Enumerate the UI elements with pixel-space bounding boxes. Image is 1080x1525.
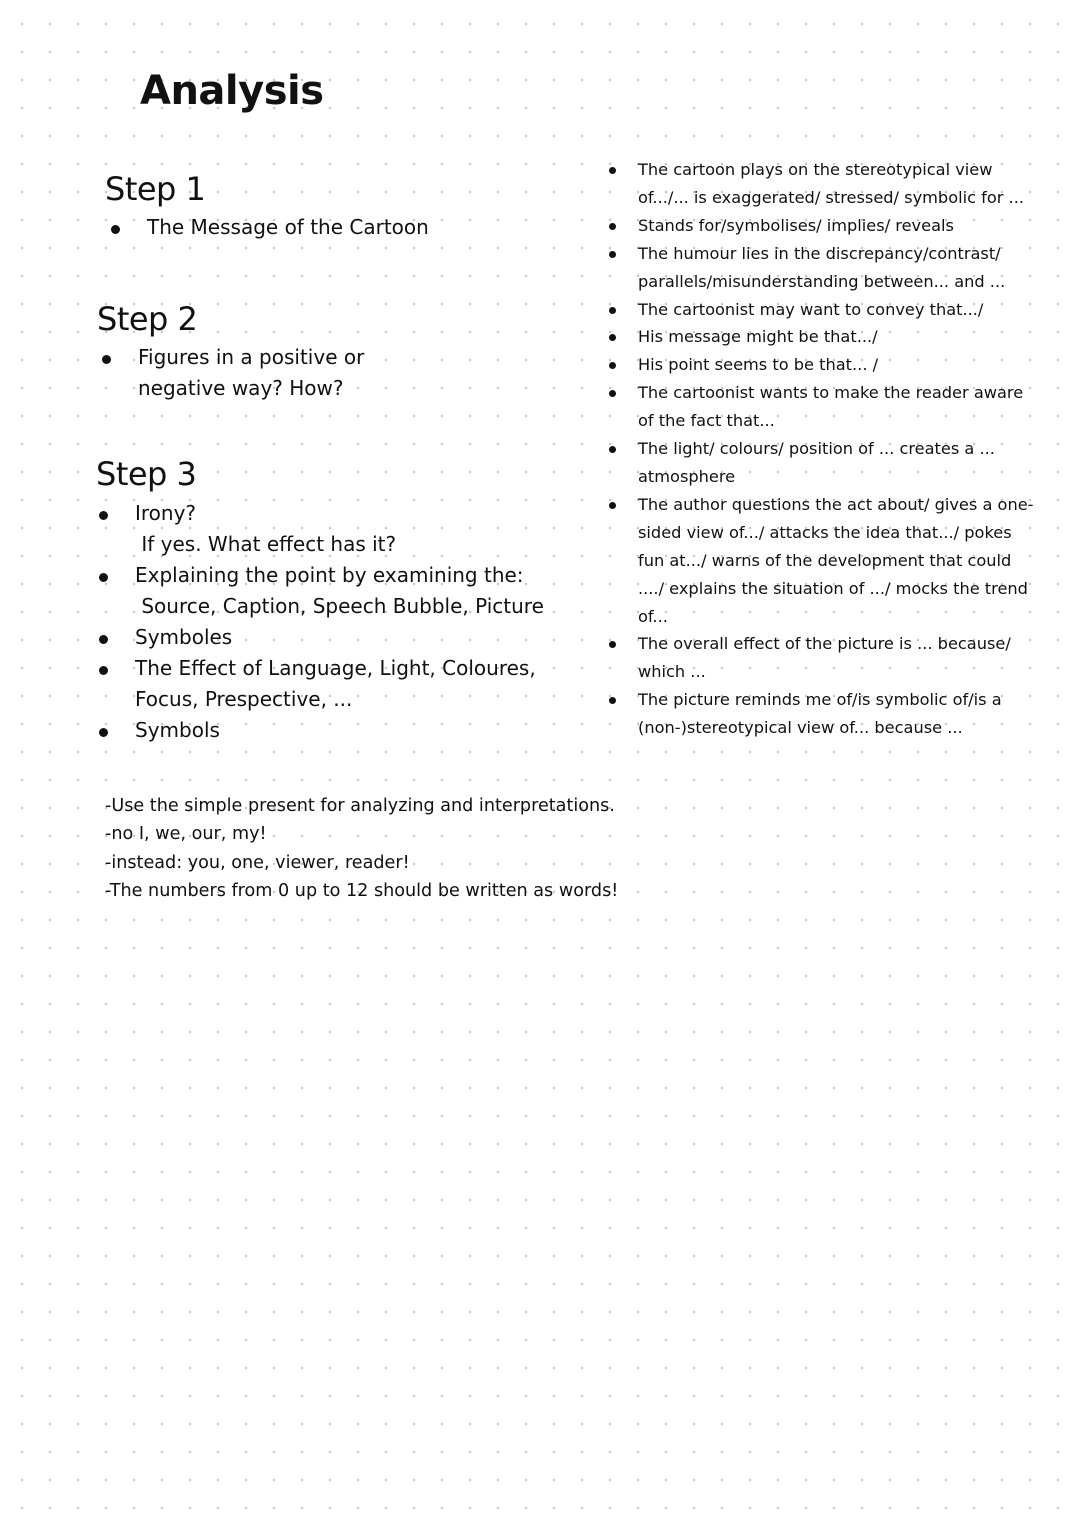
step-3-heading: Step 3 bbox=[96, 455, 197, 493]
list-item: The Message of the Cartoon bbox=[143, 212, 429, 243]
bullet-icon bbox=[609, 334, 616, 341]
bullet-icon bbox=[609, 641, 616, 648]
bullet-icon bbox=[609, 307, 616, 314]
bullet-icon bbox=[99, 728, 108, 737]
list-item: His point seems to be that... / bbox=[638, 351, 1038, 379]
step-2-list bbox=[134, 342, 364, 404]
bullet-icon bbox=[609, 446, 616, 453]
step-1-heading: Step 1 bbox=[105, 170, 206, 208]
list-item: Irony? If yes. What effect has it? bbox=[131, 498, 544, 560]
list-item: The humour lies in the discrepancy/contrast/ parallels/misunderstanding between... and ... bbox=[638, 240, 1038, 296]
list-item: The author questions the act about/ gives a one-sided view of.../ attacks the idea that.../ pokes fun at.../ warns of the development that could ..../ explains the situation of .../ mocks the trend of... bbox=[638, 491, 1038, 631]
bullet-icon bbox=[99, 666, 108, 675]
bullet-icon bbox=[609, 167, 616, 174]
bullet-icon bbox=[609, 223, 616, 230]
bullet-icon bbox=[609, 697, 616, 704]
bullet-icon bbox=[111, 225, 120, 234]
bullet-icon bbox=[609, 502, 616, 509]
list-item: The cartoonist may want to convey that.../ bbox=[638, 296, 1038, 324]
list-item: The cartoon plays on the stereotypical view of.../... is exaggerated/ stressed/ symbolic for ... bbox=[638, 156, 1038, 212]
note-line: -Use the simple present for analyzing and interpretations. bbox=[105, 796, 615, 816]
list-item: The Effect of Language, Light, Coloures, Focus, Prespective, ... bbox=[131, 653, 544, 715]
bullet-icon bbox=[609, 362, 616, 369]
list-item: The cartoonist wants to make the reader aware of the fact that... bbox=[638, 379, 1038, 435]
notes-list bbox=[105, 792, 618, 905]
list-item: His message might be that.../ bbox=[638, 323, 1038, 351]
list-item: Figures in a positive or negative way? How? bbox=[134, 342, 364, 404]
list-item: Explaining the point by examining the: Source, Caption, Speech Bubble, Picture bbox=[131, 560, 544, 622]
bullet-icon bbox=[99, 573, 108, 582]
note-line: -instead: you, one, viewer, reader! bbox=[105, 852, 410, 873]
step-1-list bbox=[143, 212, 429, 243]
list-item: The picture reminds me of/is symbolic of/is a (non-)stereotypical view of... because ... bbox=[638, 686, 1038, 742]
list-item: The light/ colours/ position of ... creates a ... atmosphere bbox=[638, 435, 1038, 491]
bullet-icon bbox=[609, 251, 616, 258]
bullet-icon bbox=[99, 635, 108, 644]
list-item: Symbols bbox=[131, 715, 544, 746]
phrases-list bbox=[638, 156, 1038, 742]
note-line: -no I, we, our, my! bbox=[105, 824, 267, 845]
bullet-icon bbox=[102, 355, 111, 364]
bullet-icon bbox=[609, 390, 616, 397]
note-line: -The numbers from 0 up to 12 should be written as words! bbox=[105, 880, 619, 901]
list-item: The overall effect of the picture is ... because/ which ... bbox=[638, 630, 1038, 686]
bullet-icon bbox=[99, 511, 108, 520]
step-3-list bbox=[131, 498, 544, 746]
list-item: Symboles bbox=[131, 622, 544, 653]
list-item: Stands for/symbolises/ implies/ reveals bbox=[638, 212, 1038, 240]
page-title: Analysis bbox=[140, 68, 324, 114]
step-2-heading: Step 2 bbox=[97, 300, 198, 338]
